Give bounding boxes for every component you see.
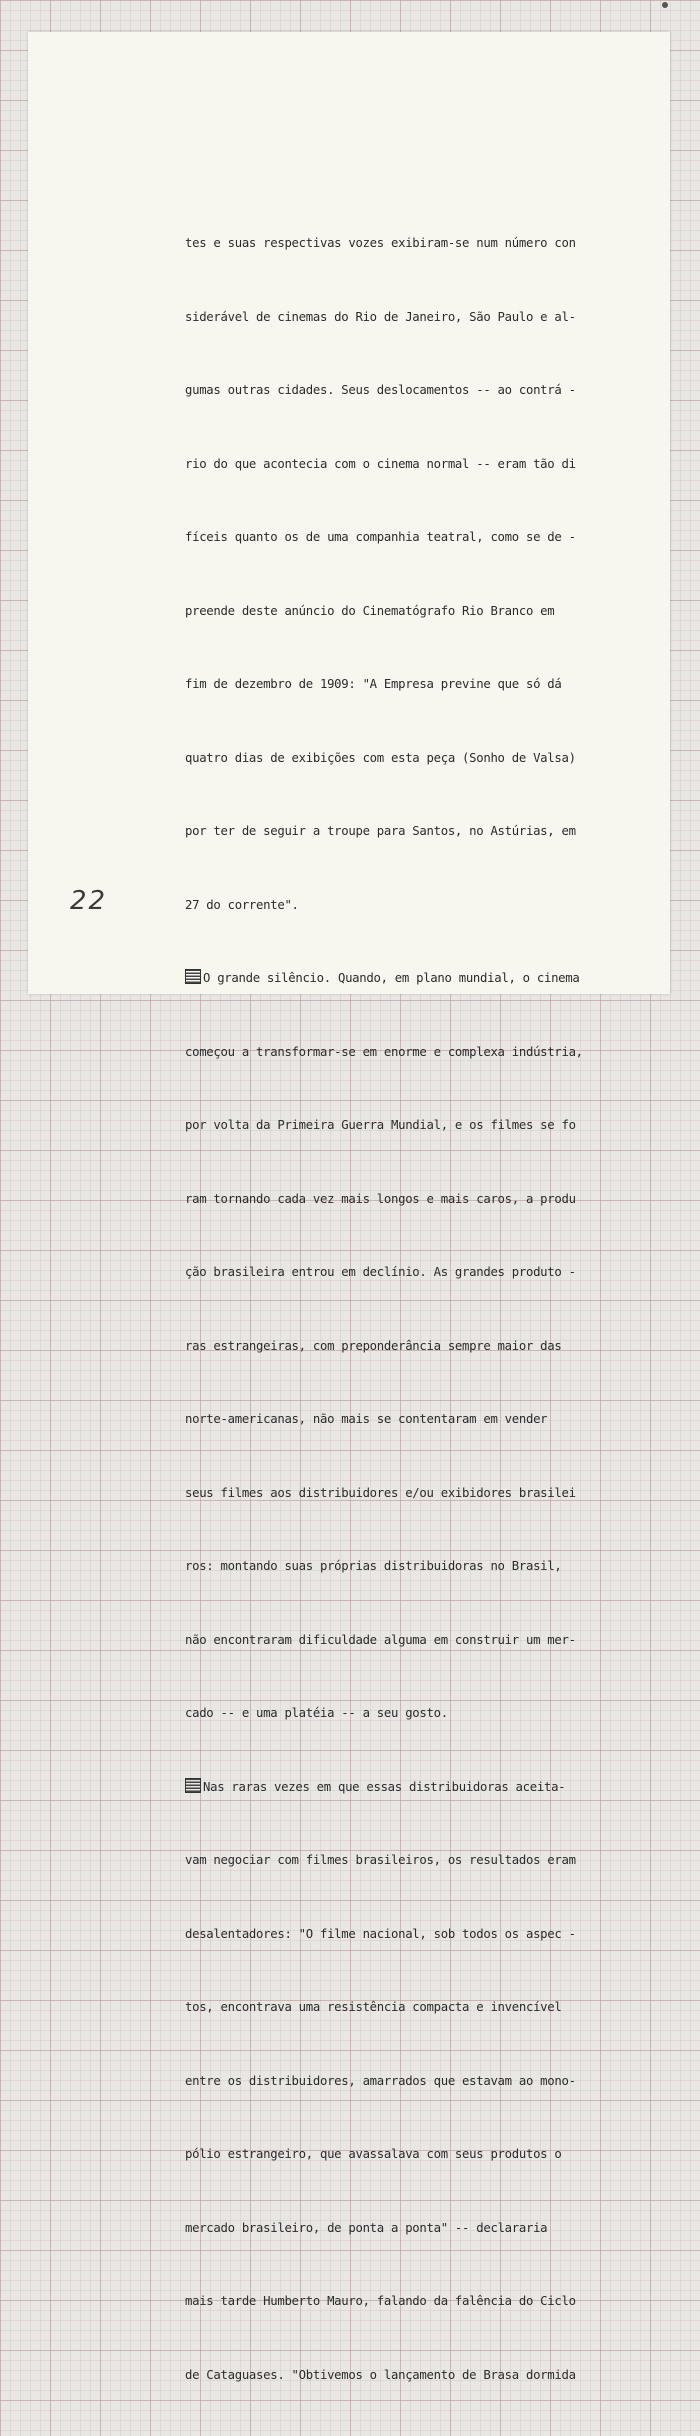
text-line: por volta da Primeira Guerra Mundial, e os filmes se fo	[185, 1118, 576, 1132]
text-line: ram tornando cada vez mais longos e mais caros, a produ	[185, 1191, 576, 1206]
text-line: norte-americanas, não mais se contentaram em vender	[185, 1412, 548, 1426]
text-line: ras estrangeiras, com preponderância sempre maior das	[185, 1338, 562, 1353]
text-line: mais tarde Humberto Mauro, falando da falência do Ciclo	[185, 2294, 576, 2308]
page-number: 22	[70, 886, 108, 916]
text-line: cado -- e uma platéia -- a seu gosto.	[185, 1706, 448, 1720]
paragraph-start-line	[185, 1775, 635, 1800]
typed-text	[185, 182, 635, 2436]
text-line: fim de dezembro de 1909: "A Empresa previne que só dá	[185, 677, 562, 691]
text-line: tes e suas respectivas vozes exibiram-se num número con	[185, 236, 576, 250]
text-line: ção brasileira entrou em declínio. As grandes produto -	[185, 1265, 576, 1279]
text-line: rio do que acontecia com o cinema normal -- eram tão di	[185, 456, 576, 471]
paragraph-start-line	[185, 966, 635, 991]
typed-page	[28, 32, 670, 2382]
text-line: gumas outras cidades. Seus deslocamentos -- ao contrá -	[185, 383, 576, 397]
text-line: ros: montando suas próprias distribuidoras no Brasil,	[185, 1559, 562, 1573]
text-line: por ter de seguir a troupe para Santos, no Astúrias, em	[185, 824, 576, 838]
text-line: 27 do corrente".	[185, 897, 299, 912]
text-line: mercado brasileiro, de ponta a ponta" -- declararia	[185, 2220, 548, 2235]
text-line: fíceis quanto os de uma companhia teatral, como se de -	[185, 530, 576, 544]
text-line: tos, encontrava uma resistência compacta e invencível	[185, 2000, 562, 2014]
text-line: seus filmes aos distribuidores e/ou exibidores brasilei	[185, 1485, 576, 1500]
text-line: não encontraram dificuldade alguma em construir um mer-	[185, 1632, 576, 1647]
paragraph-marker-icon	[185, 1778, 201, 1793]
text-line: Nas raras vezes em que essas distribuidoras aceita-	[203, 1779, 566, 1794]
paragraph-marker-icon	[185, 969, 201, 984]
text-line: de Cataguases. "Obtivemos o lançamento de Brasa dormida	[185, 2367, 576, 2382]
pin-hole	[662, 2, 668, 8]
text-line: pólio estrangeiro, que avassalava com seus produtos o	[185, 2147, 562, 2161]
text-line: entre os distribuidores, amarrados que estavam ao mono-	[185, 2073, 576, 2088]
text-line: preende deste anúncio do Cinematógrafo Rio Branco em	[185, 603, 555, 618]
text-line: começou a transformar-se em enorme e complexa indústria,	[185, 1044, 583, 1059]
text-line: siderável de cinemas do Rio de Janeiro, São Paulo e al-	[185, 309, 576, 324]
text-line: desalentadores: "O filme nacional, sob todos os aspec -	[185, 1926, 576, 1941]
text-line: quatro dias de exibições com esta peça (Sonho de Valsa)	[185, 750, 576, 765]
text-line: O grande silêncio. Quando, em plano mundial, o cinema	[203, 971, 580, 985]
text-line: vam negociar com filmes brasileiros, os resultados eram	[185, 1853, 576, 1867]
